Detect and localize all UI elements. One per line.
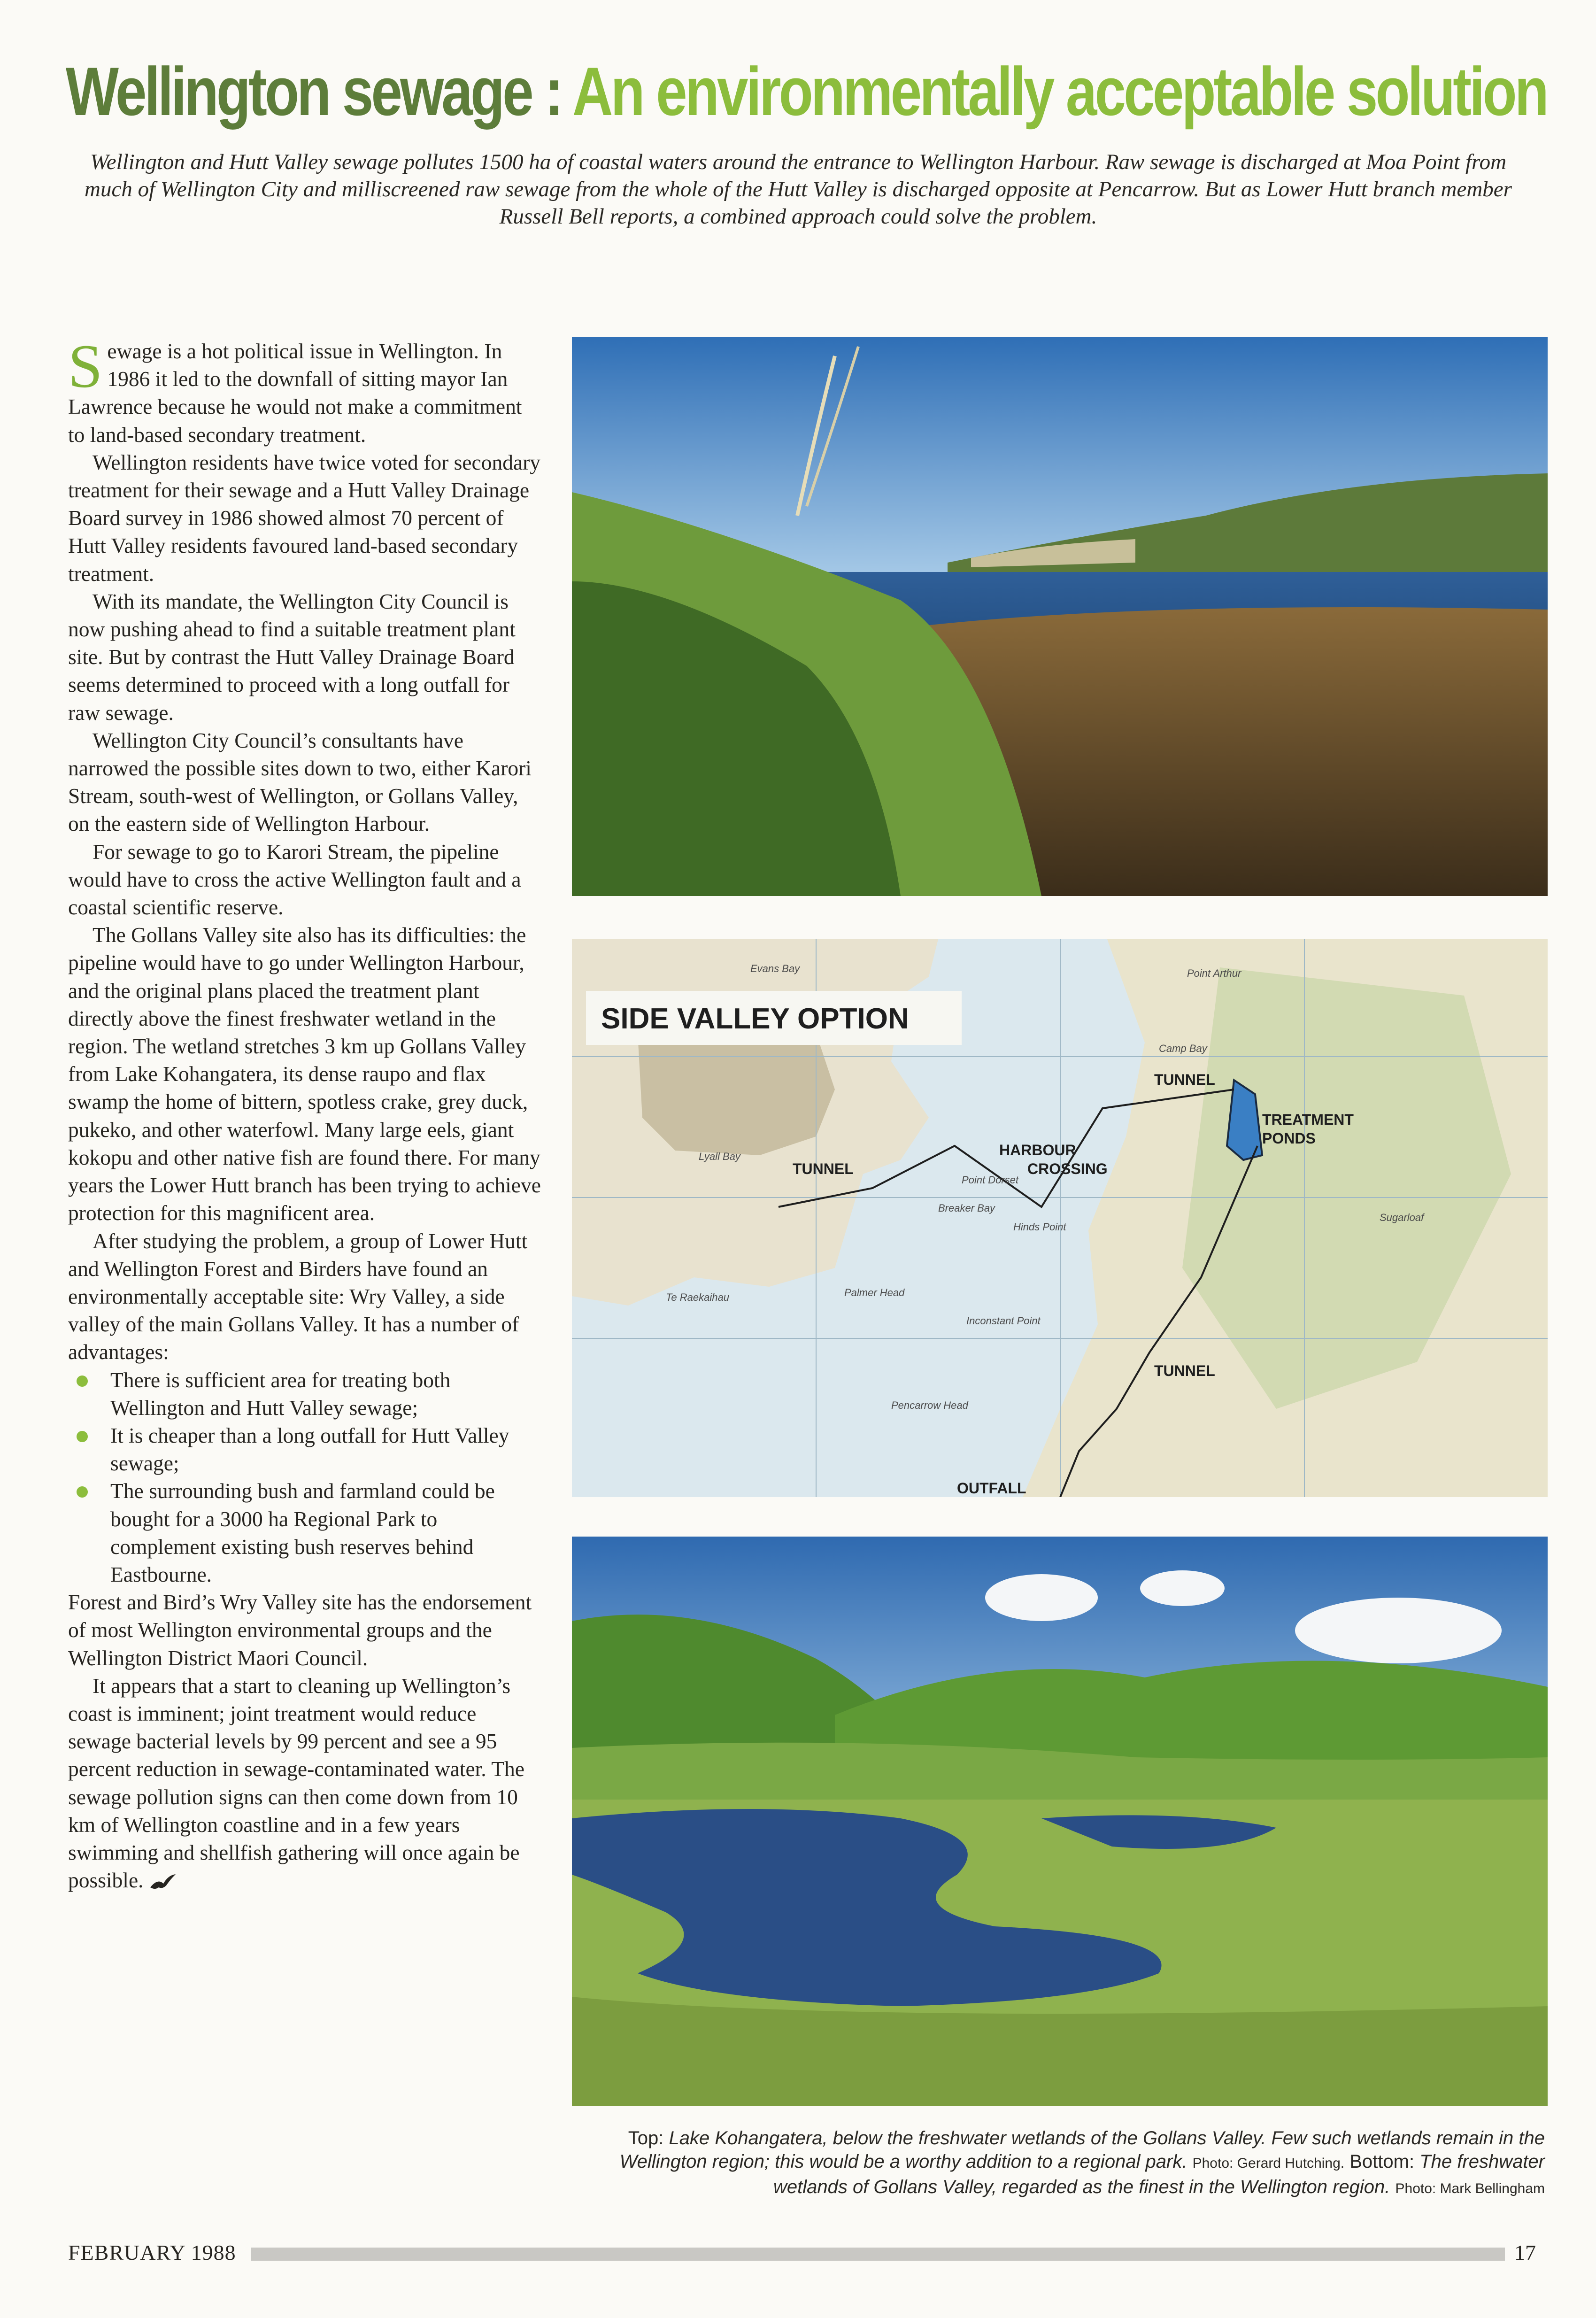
standfirst: Wellington and Hutt Valley sewage pollutes 1500 ha of coastal waters around the entrance to Wellington Harbour. Raw sewage is discharged at Moa Point from much of Wellington City and milliscreened raw sewage from the whole of the Hutt Valley is discharged opposite at Pencarrow. But as Lower Hutt branch member Russell Bell reports, a combined approach could solve the problem. [85, 150, 1512, 229]
caption-bottom-credit: Photo: Mark Bellingham [1395, 2181, 1545, 2196]
paragraph-1 [68, 332, 542, 448]
photo-gollans-valley-wetlands [572, 1537, 1548, 2106]
map-place-evans-bay: Evans Bay [750, 963, 800, 974]
bullet-dot-icon [77, 1486, 88, 1498]
advantages-list [68, 1366, 542, 1589]
headline-part-2: An environmentally acceptable solution [572, 53, 1547, 130]
paragraph-7: After studying the problem, a group of Lower Hutt and Wellington Forest and Birders have found an environmentally acceptable site: Wry Valley, a side valley of the main Gollans Valley. It has a number of advantages: [68, 1229, 528, 1364]
paragraph-9: It appears that a start to cleaning up Wellington’s coast is imminent; joint treatment would reduce sewage bacterial levels by 99 percent and see a 95 percent reduction in sewage-contaminated water. The sewage pollution signs can then come down from 10 km of Wellington coastline and in a few years swimming and shellfish gathering will once again be possible. [68, 1673, 524, 1893]
caption-bottom-text: The freshwater wetlands of Gollans Valley, regarded as the finest in the Wellington region. [773, 2151, 1545, 2197]
map-place-breaker-bay: Breaker Bay [938, 1202, 995, 1214]
map-label-tunnel-west: TUNNEL [793, 1160, 854, 1177]
map-side-valley-option [572, 939, 1548, 1497]
map-label-crossing: CROSSING [1027, 1160, 1108, 1177]
map-place-pencarrow-head: Pencarrow Head [891, 1399, 968, 1411]
map-place-palmer-head: Palmer Head [844, 1287, 905, 1298]
paragraph-8: Forest and Bird’s Wry Valley site has the endorsement of most Wellington environmental groups and the Wellington District Maori Council. [68, 1590, 532, 1670]
map-place-sugarloaf: Sugarloaf [1380, 1212, 1424, 1223]
map-label-tunnel-south: TUNNEL [1154, 1362, 1215, 1379]
map-title: SIDE VALLEY OPTION [601, 1003, 909, 1035]
article-body [68, 332, 542, 1894]
map-label-ponds: PONDS [1262, 1130, 1316, 1147]
map-place-camp-bay: Camp Bay [1159, 1043, 1207, 1054]
map-place-lyall-bay: Lyall Bay [699, 1151, 740, 1162]
caption-top-credit: Photo: Gerard Hutching. [1192, 2156, 1345, 2171]
map-place-point-dorset: Point Dorset [962, 1174, 1019, 1186]
map-place-te-raekaihau: Te Raekaihau [666, 1291, 729, 1303]
paragraph-6: The Gollans Valley site also has its difficulties: the pipeline would have to go under Wellington Harbour, and the original plans placed the treatment plant directly above the finest freshwater wetland in the region. The wetland stretches 3 km up Gollans Valley from Lake Kohangatera, its dense raupo and flax swamp the home of bittern, spotless crake, grey duck, pukeko, and other waterfowl. Many large eels, giant kokopu and other native fish are found there. For many years the Lower Hutt branch has been trying to achieve protection for this magnificent area. [68, 923, 541, 1225]
paragraph-2: Wellington residents have twice voted for secondary treatment for their sewage and a Hutt Valley Drainage Board survey in 1986 showed almost 70 percent of Hutt Valley residents favoured land-based secondary treatment. [68, 450, 541, 586]
photo-lake-kohangatera [572, 337, 1548, 896]
caption-top-text: Lake Kohangatera, below the freshwater wetlands of the Gollans Valley. Few such wetlands remain in the Wellington region; this would be a worthy addition to a regional park. [619, 2128, 1545, 2172]
map-place-hinds-point: Hinds Point [1013, 1221, 1066, 1233]
caption-top-label: Top: [628, 2128, 664, 2148]
bullet-dot-icon [77, 1431, 88, 1442]
list-item: The surrounding bush and farmland could be bought for a 3000 ha Regional Park to complement existing bush reserves behind Eastbourne. [68, 1477, 542, 1588]
map-place-inconstant-point: Inconstant Point [966, 1315, 1041, 1327]
list-item: It is cheaper than a long outfall for Hutt Valley sewage; [68, 1422, 542, 1477]
paragraph-4: Wellington City Council’s consultants have narrowed the possible sites down to two, either Karori Stream, south-west of Wellington, or Gollans Valley, on the eastern side of Wellington Harbour. [68, 728, 532, 836]
headline [66, 52, 1547, 131]
bullet-dot-icon [77, 1375, 88, 1387]
bird-end-mark-icon [149, 1873, 177, 1892]
map-label-tunnel-north: TUNNEL [1154, 1071, 1215, 1088]
map-label-harbour: HARBOUR [999, 1142, 1076, 1159]
paragraph-3: With its mandate, the Wellington City Council is now pushing ahead to find a suitable treatment plant site. But by contrast the Hutt Valley Drainage Board seems determined to proceed with a long outfall for raw sewage. [68, 589, 516, 725]
list-item: There is sufficient area for treating both Wellington and Hutt Valley sewage; [68, 1366, 542, 1422]
caption-bottom-label: Bottom: [1349, 2151, 1415, 2172]
headline-part-1: Wellington sewage : [66, 53, 562, 130]
page-number: 17 [1514, 2241, 1536, 2264]
map-label-outfall: OUTFALL [957, 1480, 1026, 1497]
photo-caption [582, 2126, 1545, 2201]
paragraph-1-text: ewage is a hot political issue in Wellington. In 1986 it led to the downfall of sitting mayor Ian Lawrence because he would not make a commitment to land-based secondary treatment. [68, 339, 522, 447]
map-label-treatment: TREATMENT [1262, 1111, 1354, 1128]
issue-date: FEBRUARY 1988 [68, 2241, 236, 2264]
footer-rule [251, 2248, 1505, 2261]
drop-cap: S [68, 332, 103, 401]
paragraph-5: For sewage to go to Karori Stream, the pipeline would have to cross the active Wellington fault and a coastal scientific reserve. [68, 839, 521, 919]
map-place-point-arthur: Point Arthur [1187, 967, 1241, 979]
